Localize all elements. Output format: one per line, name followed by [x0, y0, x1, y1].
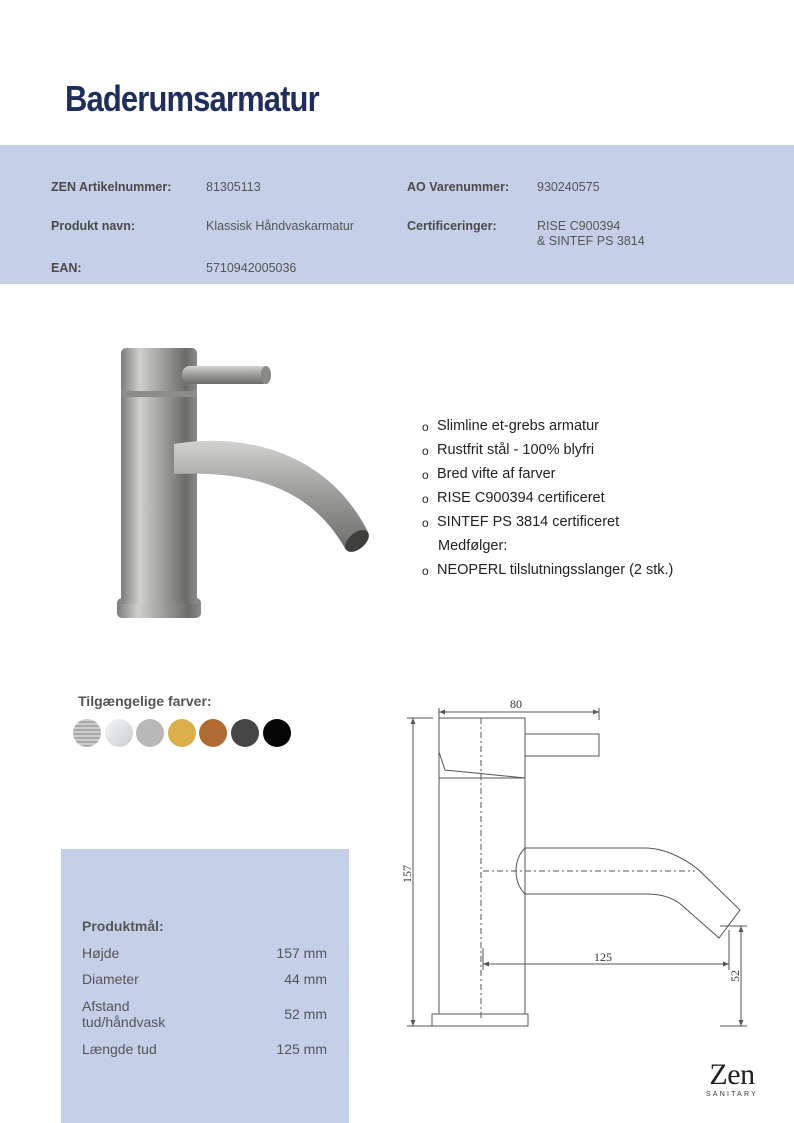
feature-list [422, 416, 673, 584]
zen-article-label: ZEN Artikelnummer: [51, 180, 172, 194]
color-swatch-black [263, 719, 291, 747]
logo-subtitle: SANITARY [706, 1091, 758, 1098]
feature-item: o NEOPERL tilslutningsslanger (2 stk.) [422, 560, 673, 584]
feature-item: o SINTEF PS 3814 certificeret [422, 512, 673, 536]
certifications-value-1: RISE C900394 [537, 219, 621, 233]
ean-value: 5710942005036 [206, 261, 297, 275]
product-name-value: Klassisk Håndvaskarmatur [206, 219, 354, 233]
feature-item: o Slimline et-grebs armatur [422, 416, 673, 440]
color-swatch-gunmetal [231, 719, 259, 747]
drawing-dim-width: 80 [510, 697, 522, 711]
dimension-value: 44 mm [284, 971, 327, 987]
color-swatch-gold [168, 719, 196, 747]
bullet-icon: o [422, 468, 429, 482]
dimension-label: Afstand [82, 998, 130, 1014]
color-swatch-copper [199, 719, 227, 747]
drawing-dim-reach: 125 [594, 950, 612, 964]
dimension-value: 157 mm [276, 945, 327, 961]
feature-item: o RISE C900394 certificeret [422, 488, 673, 512]
feature-item-included-heading: Medfølger: [438, 538, 508, 554]
product-info-band [0, 145, 794, 284]
dimension-label: Højde [82, 945, 120, 961]
ean-label: EAN: [51, 261, 82, 275]
feature-item: o Bred vifte af farver [422, 464, 673, 488]
ao-number-label: AO Varenummer: [407, 180, 510, 194]
available-colors-title: Tilgængelige farver: [78, 693, 212, 709]
ao-number-value: 930240575 [537, 180, 600, 194]
bullet-icon: o [422, 492, 429, 506]
technical-drawing [395, 690, 755, 1035]
color-swatch-silver [136, 719, 164, 747]
feature-item: o Rustfrit stål - 100% blyfri [422, 440, 673, 464]
bullet-icon: o [422, 420, 429, 434]
dimension-label: Diameter [82, 971, 139, 987]
bullet-icon: o [422, 564, 429, 578]
certifications-value-2: & SINTEF PS 3814 [537, 234, 645, 248]
color-swatch-brushed-steel [73, 719, 101, 747]
dimension-value: 52 mm [284, 1006, 327, 1022]
certifications-label: Certificeringer: [407, 219, 497, 233]
logo-brand: Zen [709, 1058, 755, 1091]
color-swatch-chrome [105, 719, 133, 747]
product-name-label: Produkt navn: [51, 219, 136, 233]
faucet-photo [100, 336, 390, 636]
zen-sanitary-logo [700, 1060, 764, 1098]
product-dimensions-box [61, 849, 349, 1123]
dimension-label: tud/håndvask [82, 1014, 166, 1030]
bullet-icon: o [422, 516, 429, 530]
drawing-dim-spout: 52 [728, 970, 742, 982]
dimension-value: 125 mm [276, 1041, 327, 1057]
drawing-dim-height: 157 [400, 865, 414, 883]
page-title: Baderumsarmatur [65, 78, 319, 119]
dimension-label: Længde tud [82, 1041, 157, 1057]
color-swatches [73, 719, 291, 747]
dimensions-title: Produktmål: [82, 918, 164, 934]
bullet-icon: o [422, 444, 429, 458]
zen-article-value: 81305113 [206, 180, 261, 194]
